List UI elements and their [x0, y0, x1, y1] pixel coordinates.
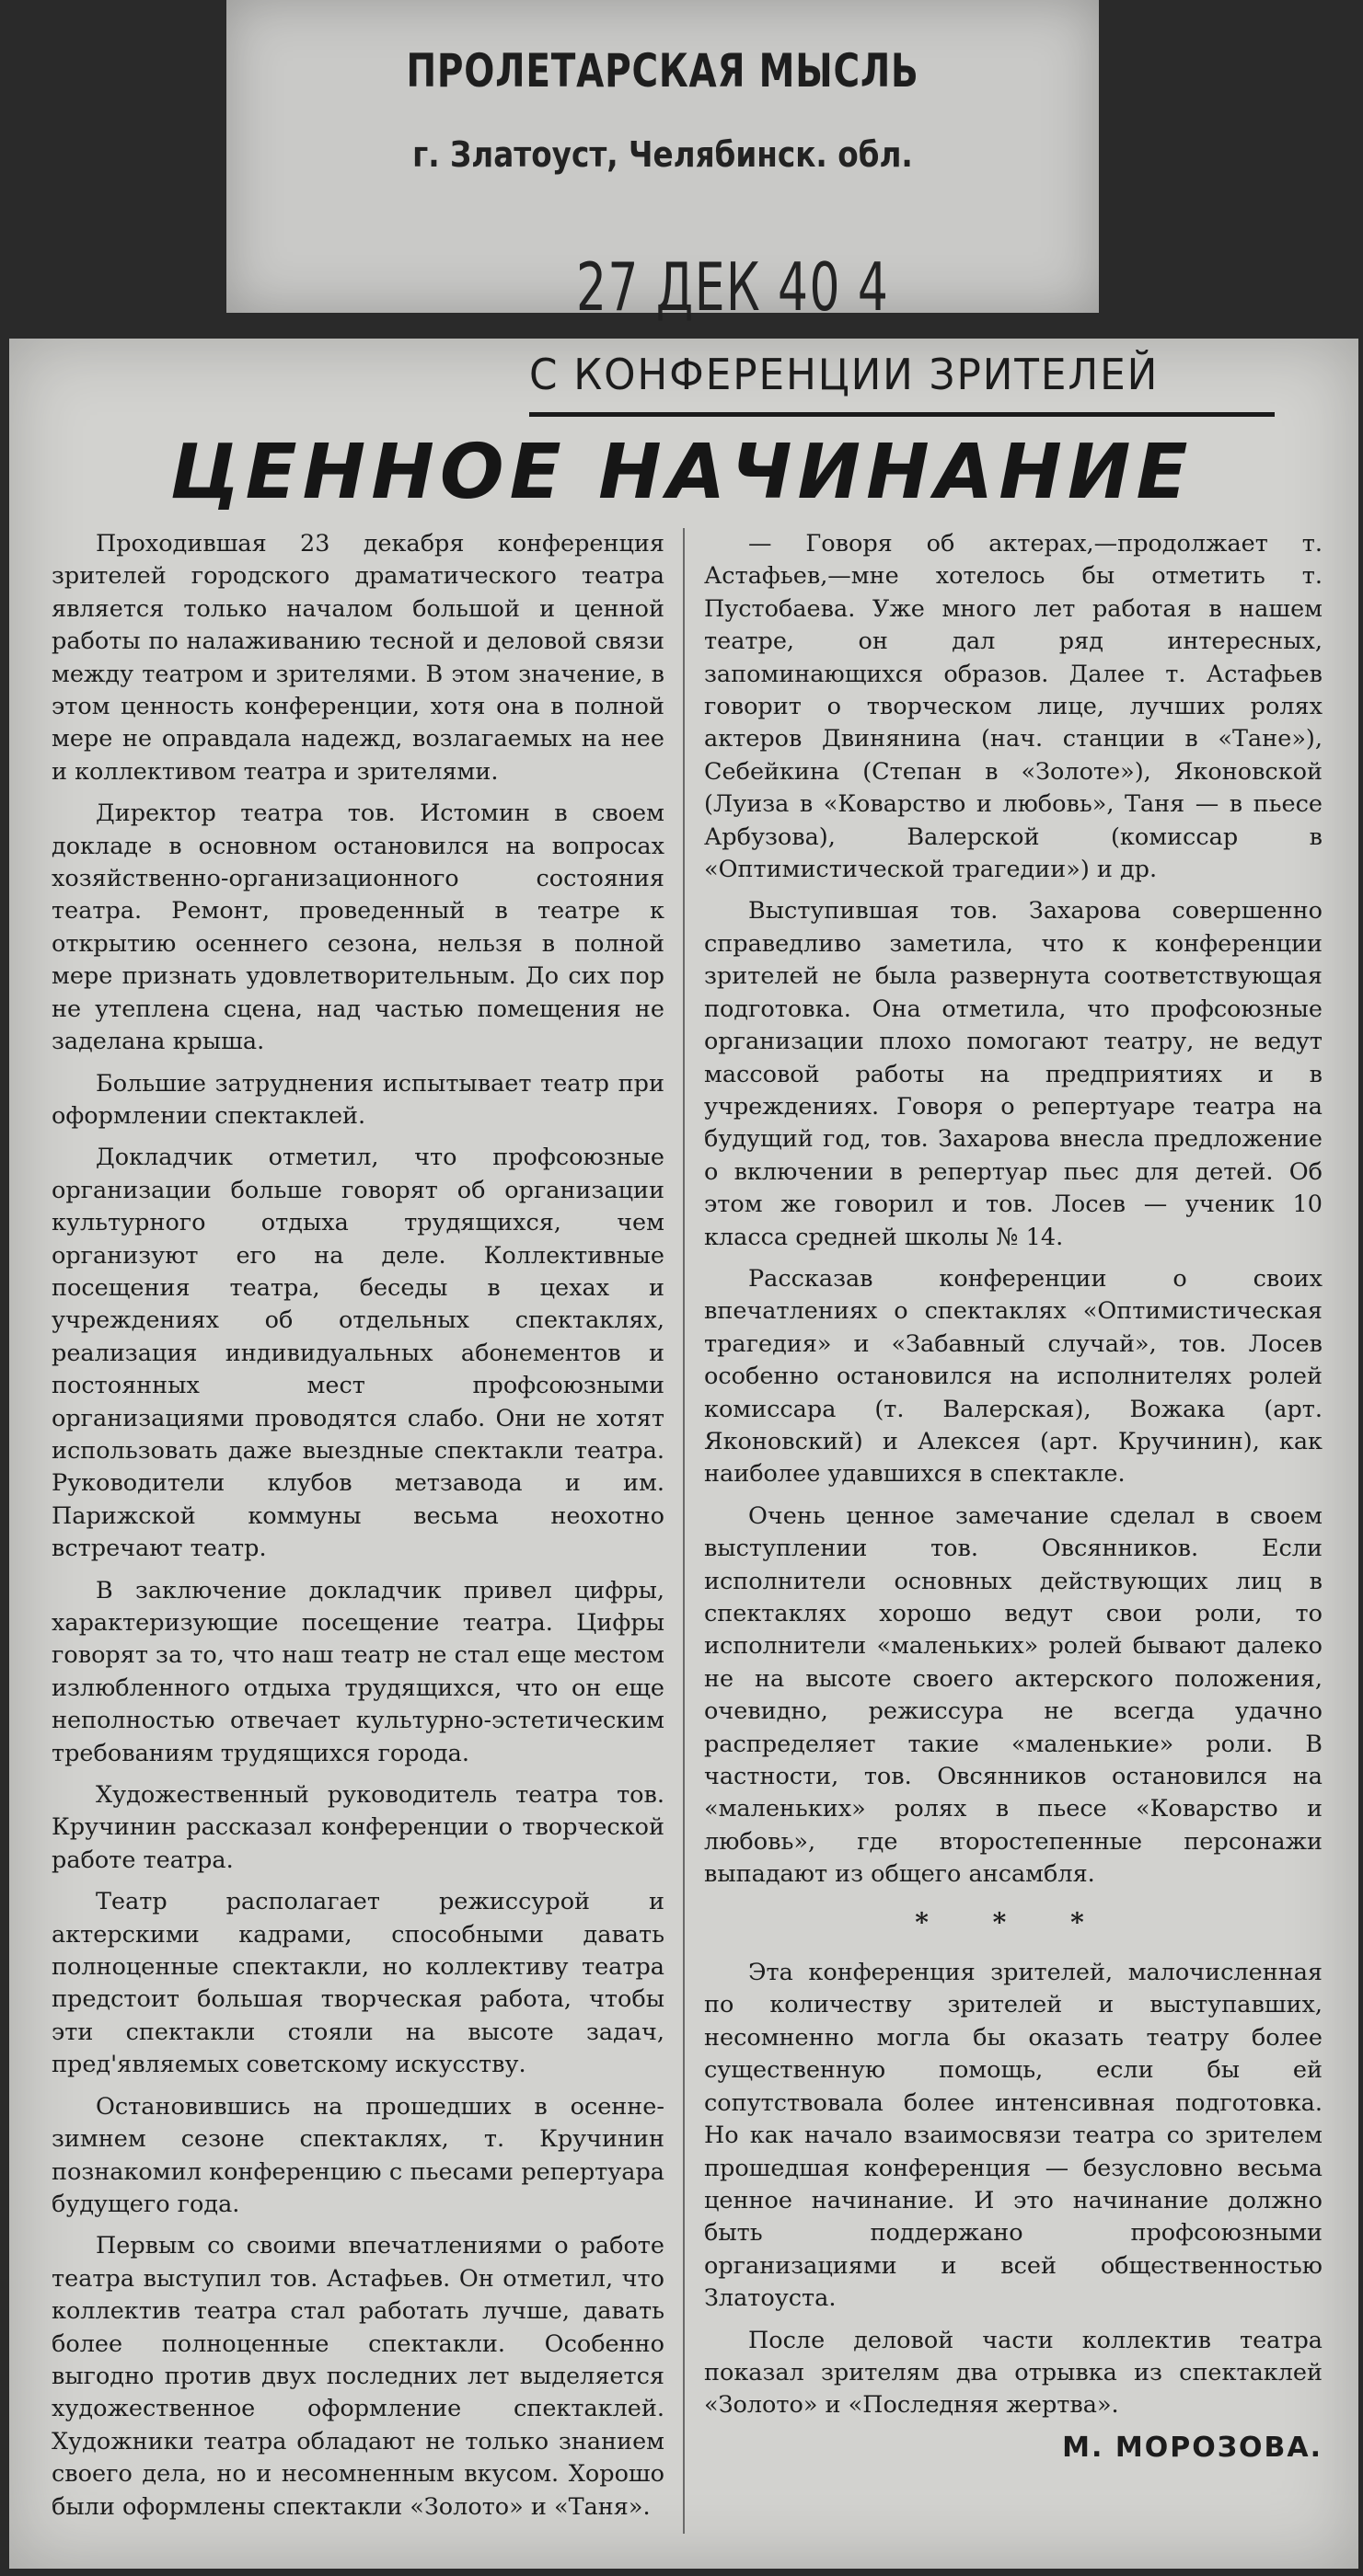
- paragraph: Проходившая 23 декабря конференция зрителей городского драматического театра является только началом большой и ценной работы по налаживанию тесной и деловой связи между театром и зрителями. В этом значение, в этом ценность конференции, хотя она в полной мере не оправдала надежд, возлагаемых на нее и коллективом театра и зрителями.: [52, 530, 664, 786]
- article-headline: ЦЕННОЕ НАЧИНАНИЕ: [169, 429, 1194, 516]
- paragraph: Первым со своими впечатлениями о работе театра выступил тов. Астафьев. Он отметил, что коллектив театра стал работать лучше, давать более полноценные спектакли. Особенно выгодно против двух последних лет выделяется художественное оформление спектаклей. Художники театра обладают не только знанием своего дела, но и несомненным вкусом. Хорошо были оформлены спектакли «Золото» и «Таня».: [52, 2232, 664, 2521]
- paragraph: Большие затруднения испытывает театр при оформлении спектаклей.: [52, 1069, 664, 1130]
- paragraph: Очень ценное замечание сделал в своем выступлении тов. Овсянников. Если исполнители основных действующих лиц в спектаклях хорошо ведут свои роли, то исполнители «маленьких» ролей бывают далеко не на высоте своего актерского положения, очевидно, режиссура не всегда удачно распределяет такие «маленькие» роли. В частности, тов. Овсянников остановился на «маленьких» ролях в пьесе «Коварство и любовь», где второстепенные персонажи выпадают из общего ансамбля.: [704, 1501, 1323, 1889]
- paragraph: Директор театра тов. Истомин в своем докладе в основном остановился на вопросах хозяйственно-организационного состояния театра. Ремонт, проведенный в театре к открытию осеннего сезона, нельзя в полной мере признать удовлетворительным. До сих пор не утеплена сцена, над частью помещения не заделана крыша.: [52, 799, 664, 1056]
- rubric-underline: [529, 412, 1275, 417]
- paragraph: После деловой части коллектив театра показал зрителям два отрывка из спектаклей «Золото» и «Последняя жертва».: [704, 2326, 1323, 2420]
- paragraph: Художественный руководитель театра тов. Кручинин рассказал конференции о творческой работе театра.: [52, 1781, 664, 1874]
- paragraph: Театр располагает режиссурой и актерскими кадрами, способными давать полноценные спектакли, но коллективу театра предстоит большая творческая работа, чтобы эти спектакли стояли на высоте задач, пред'являемых советскому искусству.: [52, 1888, 664, 2079]
- paragraph: Докладчик отметил, что профсоюзные организации больше говорят об организации культурного отдыха трудящихся, чем организуют его на деле. Коллективные посещения театра, беседы в цехах и учреждениях об отдельных спектаклях, реализация индивидуальных абонементов и постоянных мест профсоюзными организациями проводятся слабо. Они не хотят использовать даже выездные спектакли театра. Руководители клубов метзавода и им. Парижской коммуны весьма неохотно встречают театр.: [52, 1144, 664, 1563]
- section-separator: * * *: [915, 1906, 1112, 1938]
- paragraph: Остановившись на прошедших в осенне-зимнем сезоне спектаклях, т. Кручинин познакомил конференцию с пьесами репертуара будущего года.: [52, 2092, 664, 2218]
- paragraph: — Говоря об актерах,—продолжает т. Астафьев,—мне хотелось бы отметить т. Пустобаева. Уже много лет работая в нашем театре, он дал ряд интересных, запоминающихся образов. Далее т. Астафьев говорит о творческом лице, лучших ролях актеров Двинянина (нач. станции в «Тане»), Себейкина (Степан в «Золоте»), Яконовской (Луиза в «Коварство и любовь», Таня — в пьесе Арбузова), Валерской (комиссар в «Оптимистической трагедии») и др.: [704, 530, 1323, 884]
- paragraph: Эта конференция зрителей, малочисленная по количеству зрителей и выступавших, несомненно могла бы оказать театру более существенную помощь, если бы ей сопутствовала более интенсивная подготовка. Но как начало взаимосвязи театра со зрителем прошедшая конференция — безусловно весьма ценное начинание. И это начинание должно быть поддержано профсоюзными организациями и всей общественностью Златоуста.: [704, 1959, 1323, 2313]
- newspaper-title: ПРОЛЕТАРСКАЯ МЫСЛЬ: [406, 44, 919, 98]
- newspaper-city: г. Златоуст, Челябинск. обл.: [412, 134, 913, 175]
- column-divider: [683, 528, 685, 2534]
- article-column-right: [704, 528, 1323, 2464]
- paragraph: Рассказав конференции о своих впечатлениях о спектаклях «Оптимистическая трагедия» и «Забавный случай», тов. Лосев особенно остановился на исполнителях ролей комиссара (т. Валерская), Вожака (арт. Яконовский) и Алексея (арт. Кручинин), как наиболее удавшихся в спектакле.: [704, 1264, 1323, 1489]
- masthead-clipping: [226, 0, 1099, 326]
- paragraph: Выступившая тов. Захарова совершенно справедливо заметила, что к конференции зрителей не была развернута соответствующая подготовка. Она отметила, что профсоюзные организации плохо помогают театру, не ведут массовой работы на предприятиях и в учреждениях. Говоря о репертуаре театра на будущий год, тов. Захарова внесла предложение о включении в репертуар пьес для детей. Об этом же говорил и тов. Лосев — ученик 10 класса средней школы № 14.: [704, 897, 1323, 1251]
- article-rubric: С КОНФЕРЕНЦИИ ЗРИТЕЛЕЙ: [529, 350, 1160, 399]
- author-signature: М. МОРОЗОВА.: [1062, 2431, 1323, 2464]
- article-column-left: [52, 528, 664, 2533]
- date-stamp: 27 ДЕК 40 4: [576, 248, 890, 326]
- paragraph: В заключение докладчик привел цифры, характеризующие посещение театра. Цифры говорят за то, что наш театр не стал еще местом излюбленного отдыха трудящихся, что он еще неполностью отвечает культурно-эстетическим требованиям трудящихся города.: [52, 1576, 664, 1767]
